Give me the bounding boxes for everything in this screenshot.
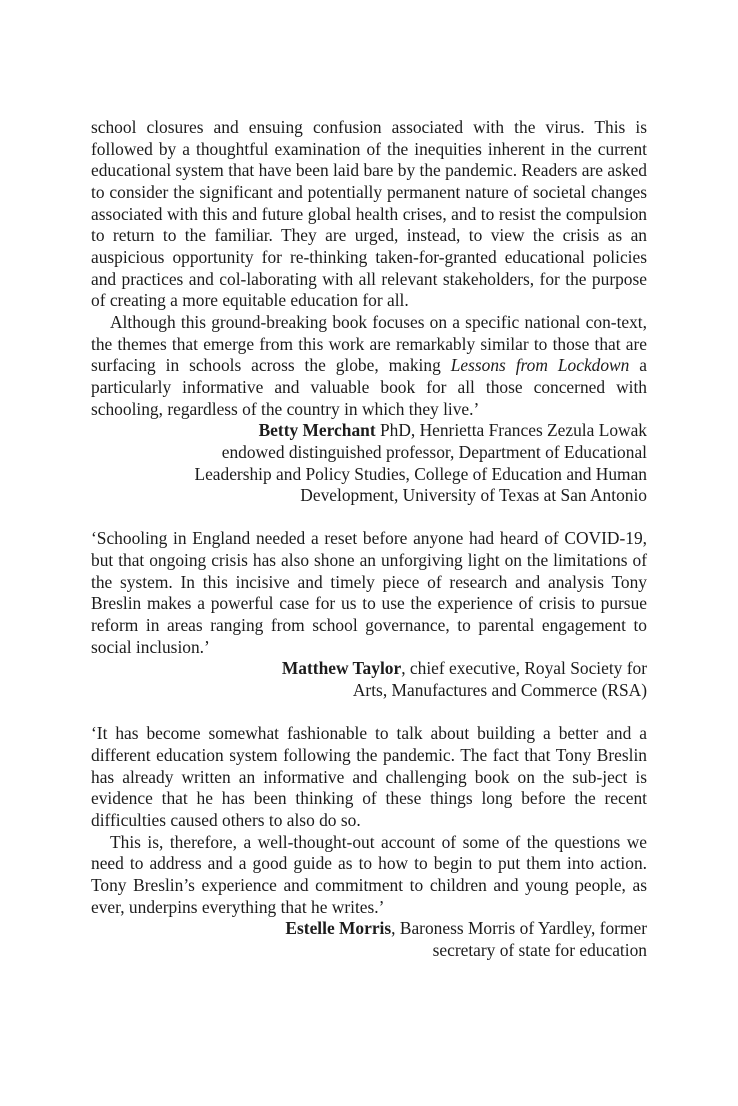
review-paragraph	[91, 312, 647, 420]
review-text: a particularly informative and valuable book for all those concerned with schooling, regardless of the country in which they live.’	[91, 355, 647, 419]
reviewer-role: endowed distinguished professor, Department of Educational	[221, 441, 647, 462]
review-text: Although this ground-breaking book focuses on a specific national con-text, the themes that emerge from this work are remarkably similar to those that are surfacing in schools across the globe, making	[91, 311, 647, 376]
review-paragraph: school closures and ensuing confusion associated with the virus. This is followed by a thoughtful examination of the inequities inherent in the current educational system that have been laid bare by the pandemic. Readers are asked to consider the significant and potentially permanent nature of societal changes associated with this and future global health crises, and to resist the compulsion to return to the familiar. They are urged, instead, to view the crisis as an auspicious opportunity for re-thinking taken-for-granted educational policies and practices and col-laborating with all relevant stakeholders, for the purpose of creating a more equitable education for all.	[91, 117, 647, 311]
reviewer-name: Matthew Taylor	[281, 658, 402, 679]
reviewer-role: Leadership and Policy Studies, College of Education and Human	[194, 463, 647, 484]
review-paragraph: ‘It has become somewhat fashionable to talk about building a better and a different education system following the pandemic. The fact that Tony Breslin has already written an informative and challenging book on the sub-ject is evidence that he has been thinking of these things long before the recent difficulties caused others to also do so.	[91, 723, 647, 830]
reviewer-attribution	[91, 420, 647, 507]
review-estelle-morris	[91, 723, 647, 961]
reviewer-role: PhD, Henrietta Frances Zezula Lowak	[375, 420, 647, 441]
review-betty-merchant	[91, 117, 647, 507]
reviewer-attribution	[91, 918, 647, 961]
reviewer-name: Estelle Morris	[285, 918, 392, 939]
reviewer-role: Arts, Manufactures and Commerce (RSA)	[352, 680, 647, 701]
review-paragraph: ‘Schooling in England needed a reset before anyone had heard of COVID-19, but that ongoing crisis has also shone an unforgiving light on the limitations of the system. In this incisive and timely piece of research and analysis Tony Breslin makes a powerful case for us to use the experience of crisis to pursue reform in areas ranging from school governance, to parental engagement to social inclusion.’	[91, 528, 647, 657]
reviewer-role: , Baroness Morris of Yardley, former	[391, 918, 647, 939]
reviewer-role: secretary of state for education	[432, 939, 647, 960]
reviewer-attribution	[91, 658, 647, 701]
review-paragraph: This is, therefore, a well-thought-out account of some of the questions we need to address and a good guide as to how to begin to put them into action. Tony Breslin’s experience and commitment to children and young people, as ever, underpins everything that he writes.’	[91, 831, 647, 917]
reviewer-role: Development, University of Texas at San Antonio	[300, 485, 647, 506]
reviewer-role: , chief executive, Royal Society for	[401, 658, 647, 679]
reviewer-name: Betty Merchant	[258, 420, 376, 441]
book-page	[91, 117, 647, 962]
review-matthew-taylor	[91, 528, 647, 701]
book-title: Lessons from Lockdown	[450, 355, 630, 376]
